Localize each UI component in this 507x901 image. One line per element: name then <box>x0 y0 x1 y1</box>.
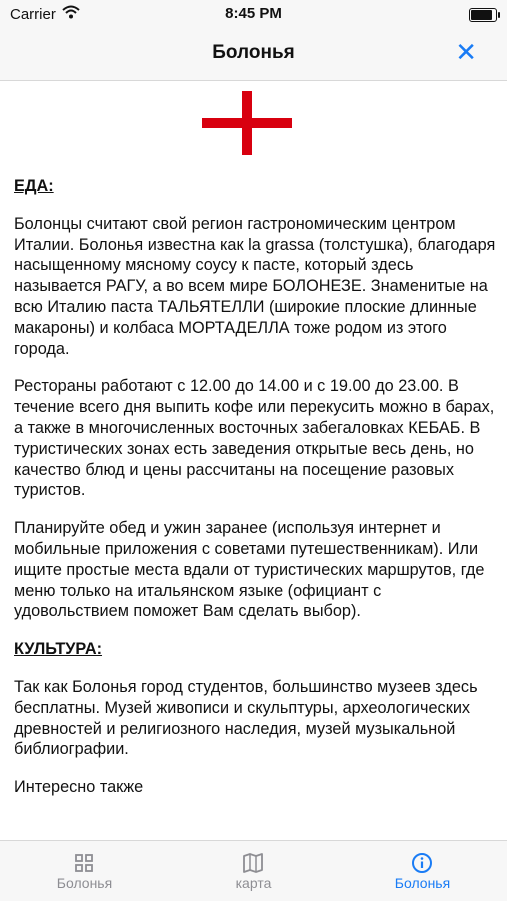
battery-fill <box>471 10 492 20</box>
section-heading-culture: КУЛЬТУРА: <box>14 640 103 659</box>
flag-vertical-bar <box>242 91 252 155</box>
tab-label: Болонья <box>394 875 451 891</box>
carrier-label: Carrier <box>10 6 56 23</box>
map-icon <box>241 851 265 875</box>
article-content[interactable] <box>0 81 507 840</box>
paragraph: Рестораны работают с 12.00 до 14.00 и с 19.00 до 23.00. В течение всего дня выпить кофе или перекусить можно в барах, а также в многочисленных восточных забегаловках КЕБАБ. В туристических зонах есть заведения открытые весь день, но качество блюд и цены рассчитаны на посещение разовых туристов. <box>14 377 495 500</box>
paragraph: Планируйте обед и ужин заранее (используя интернет и мобильные приложения с советами путешественникам). Или ищите простые места вдали от туристических маршрутов, где меню только на итальянском языке (официант с удовольствием поможет Вам сделать выбор). <box>14 519 485 621</box>
tab-label: карта <box>235 875 272 891</box>
close-icon: ✕ <box>455 37 477 67</box>
tab-bologna-info[interactable] <box>338 841 507 901</box>
paragraph: Интересно также <box>14 778 144 797</box>
navigation-bar <box>0 28 507 81</box>
page-title: Болонья <box>212 42 295 63</box>
paragraph: Болонцы считают свой регион гастрономическим центром Италии. Болонья известна как la grassa (толстушка), благодаря насыщенному мясному соусу к пасте, который здесь называется РАГУ, а во всем мире БОЛОНЕЗЕ. Знаменитые на всю Италию паста ТАЛЬЯТЕЛЛИ (широкие плоские длинные макароны) и колбаса МОРТАДЕЛЛА тоже родом из этого города. <box>14 214 496 358</box>
status-time: 8:45 PM <box>225 5 282 22</box>
tab-label: Болонья <box>56 875 113 891</box>
red-cross-flag <box>202 91 292 155</box>
tab-map[interactable] <box>169 841 338 901</box>
close-button[interactable] <box>455 37 477 67</box>
info-icon <box>410 851 434 875</box>
tab-bologna-grid[interactable] <box>0 841 169 901</box>
battery-icon <box>469 8 497 22</box>
tab-bar <box>0 840 507 901</box>
status-bar <box>0 0 507 28</box>
paragraph: Так как Болонья город студентов, большинство музеев здесь бесплатны. Музей живописи и скульптуры, археологических древностей и религиозного наследия, музей музыкальной библиографии. <box>14 677 478 759</box>
section-heading-food: ЕДА: <box>14 177 54 195</box>
article-text <box>14 176 496 815</box>
grid-icon <box>72 851 96 875</box>
